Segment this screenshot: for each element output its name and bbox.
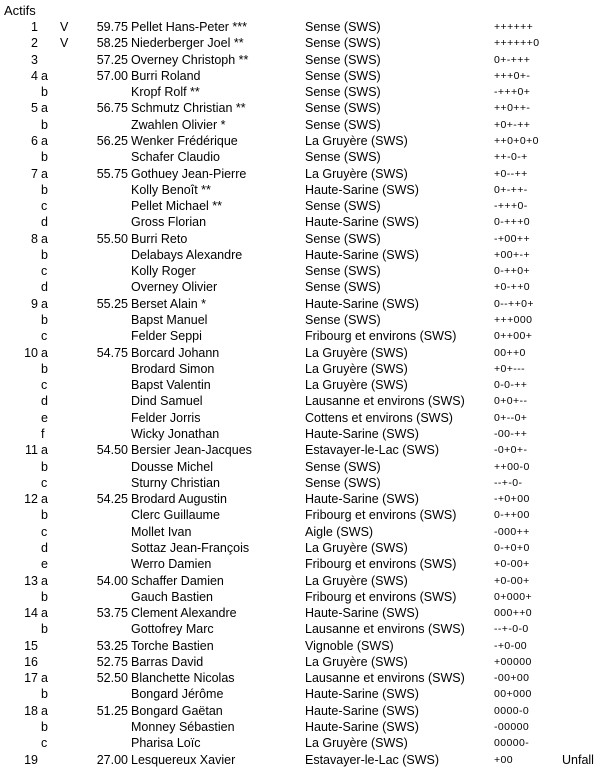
results-sequence: 0-++0+ xyxy=(494,265,530,278)
table-row xyxy=(0,231,605,247)
athlete-name: Berset Alain * xyxy=(131,296,207,311)
points: 27.00 xyxy=(96,752,128,767)
athlete-name: Gottofrey Marc xyxy=(131,622,214,637)
results-sequence: +00+-+ xyxy=(494,248,530,261)
table-row xyxy=(0,426,605,442)
results-sequence: +0+--- xyxy=(494,362,525,375)
rank-number: 15 xyxy=(24,638,38,653)
results-sequence: ++0++- xyxy=(494,102,531,115)
sub-letter: c xyxy=(41,199,48,214)
athlete-name: Brodard Simon xyxy=(131,361,215,376)
results-sequence: 000++0 xyxy=(494,607,533,620)
club-name: La Gruyère (SWS) xyxy=(305,540,408,555)
sub-letter: b xyxy=(41,589,48,604)
table-row xyxy=(0,719,605,735)
sub-letter: d xyxy=(41,394,48,409)
athlete-name: Bongard Gaëtan xyxy=(131,703,223,718)
athlete-name: Borcard Johann xyxy=(131,345,220,360)
results-sequence: -00-++ xyxy=(494,428,528,440)
points: 57.25 xyxy=(96,52,128,67)
mark-v: V xyxy=(60,20,69,34)
table-row xyxy=(0,296,605,312)
results-sequence: +0+-++ xyxy=(494,118,531,131)
results-sequence: ++++++ xyxy=(494,21,534,33)
points: 52.50 xyxy=(96,671,128,686)
athlete-name: Gauch Bastien xyxy=(131,589,213,604)
rank-number: 8 xyxy=(31,231,38,246)
table-row xyxy=(0,312,605,328)
points: 51.25 xyxy=(96,703,128,718)
table-row xyxy=(0,52,605,68)
points: 53.25 xyxy=(96,638,128,653)
table-row xyxy=(0,686,605,702)
results-sequence: 0+--0+ xyxy=(494,411,528,424)
club-name: Sense (SWS) xyxy=(305,475,381,490)
athlete-name: Sottaz Jean-François xyxy=(131,540,250,555)
club-name: Aigle (SWS) xyxy=(305,524,374,539)
sub-letter: b xyxy=(41,508,48,523)
table-row xyxy=(0,735,605,751)
rank-number: 18 xyxy=(24,703,38,718)
club-name: Haute-Sarine (SWS) xyxy=(305,427,419,441)
points: 58.25 xyxy=(96,36,128,51)
sub-letter: b xyxy=(41,361,48,376)
athlete-name: Overney Christoph ** xyxy=(131,52,249,67)
table-row xyxy=(0,752,605,768)
results-sequence: ++00-0 xyxy=(494,460,530,473)
results-sequence: +0-00+ xyxy=(494,574,530,587)
club-name: La Gruyère (SWS) xyxy=(305,378,408,393)
table-row xyxy=(0,540,605,556)
results-sequence: +0--++ xyxy=(494,167,528,180)
table-row xyxy=(0,556,605,572)
table-row xyxy=(0,703,605,719)
results-sequence: -+00++ xyxy=(494,232,530,245)
athlete-name: Schmutz Christian ** xyxy=(131,101,246,116)
athlete-name: Kolly Roger xyxy=(131,264,196,279)
sub-letter: a xyxy=(41,573,48,588)
sub-letter: a xyxy=(41,296,48,311)
rank-number: 16 xyxy=(24,654,38,669)
athlete-name: Sturny Christian xyxy=(131,475,220,490)
club-name: La Gruyère (SWS) xyxy=(305,573,408,588)
athlete-name: Gross Florian xyxy=(131,215,207,230)
athlete-name: Pellet Michael ** xyxy=(131,199,223,214)
results-sequence: 00+000 xyxy=(494,688,532,701)
table-row xyxy=(0,638,605,654)
sub-letter: b xyxy=(41,720,48,735)
athlete-name: Kropf Rolf ** xyxy=(131,85,200,100)
results-sequence: ++0+0+0 xyxy=(494,134,539,147)
table-row xyxy=(0,459,605,475)
athlete-name: Torche Bastien xyxy=(131,638,214,653)
club-name: Vignoble (SWS) xyxy=(305,638,394,653)
table-row xyxy=(0,198,605,214)
club-name: Fribourg et environs (SWS) xyxy=(305,589,457,604)
table-row xyxy=(0,475,605,491)
table-row xyxy=(0,491,605,507)
table-row xyxy=(0,117,605,133)
table-row xyxy=(0,133,605,149)
athlete-name: Zwahlen Olivier * xyxy=(131,117,226,132)
results-sequence: 0--++0+ xyxy=(494,297,534,310)
club-name: Sense (SWS) xyxy=(305,85,381,100)
results-sequence: --+-0- xyxy=(494,476,523,489)
rank-number: 1 xyxy=(31,20,38,34)
points: 54.00 xyxy=(96,573,128,588)
club-name: Haute-Sarine (SWS) xyxy=(305,296,419,311)
athlete-name: Bersier Jean-Jacques xyxy=(131,443,252,458)
results-sequence: +++000 xyxy=(494,314,533,327)
table-row xyxy=(0,263,605,279)
club-name: Estavayer-le-Lac (SWS) xyxy=(305,752,440,767)
club-name: Lausanne et environs (SWS) xyxy=(305,671,465,686)
table-row xyxy=(0,573,605,589)
athlete-name: Werro Damien xyxy=(131,557,212,572)
table-row xyxy=(0,19,605,35)
club-name: La Gruyère (SWS) xyxy=(305,166,408,181)
sub-letter: c xyxy=(41,524,48,539)
points: 57.00 xyxy=(96,68,128,83)
sub-letter: c xyxy=(41,378,48,393)
rank-number: 4 xyxy=(31,68,38,83)
rank-number: 6 xyxy=(31,133,38,148)
results-sequence: +++0+- xyxy=(494,69,531,82)
results-sequence: 00000- xyxy=(494,737,530,750)
athlete-name: Dousse Michel xyxy=(131,459,213,474)
athlete-name: Clement Alexandre xyxy=(131,606,237,621)
sub-letter: c xyxy=(41,475,48,490)
results-sequence: 0+0+-- xyxy=(494,395,528,408)
athlete-name: Bapst Valentin xyxy=(131,378,211,393)
table-row xyxy=(0,166,605,182)
athlete-name: Overney Olivier xyxy=(131,280,218,295)
points: 59.75 xyxy=(96,20,128,34)
points: 53.75 xyxy=(96,606,128,621)
club-name: Sense (SWS) xyxy=(305,459,381,474)
table-row xyxy=(0,35,605,51)
table-row xyxy=(0,345,605,361)
table-row xyxy=(0,507,605,523)
club-name: Sense (SWS) xyxy=(305,264,381,279)
club-name: Lausanne et environs (SWS) xyxy=(305,394,465,409)
results-sequence: -00000 xyxy=(494,721,530,734)
club-name: La Gruyère (SWS) xyxy=(305,736,408,751)
club-name: Estavayer-le-Lac (SWS) xyxy=(305,443,440,458)
athlete-name: Gothuey Jean-Pierre xyxy=(131,166,247,181)
results-sequence: ++++++0 xyxy=(494,37,540,50)
rank-number: 2 xyxy=(31,36,38,51)
results-sequence: --+-0-0 xyxy=(494,623,529,636)
results-sequence: 0-+++0 xyxy=(494,216,530,229)
rank-number: 12 xyxy=(24,492,38,507)
rank-number: 3 xyxy=(31,52,38,67)
rank-number: 14 xyxy=(24,606,38,621)
club-name: Haute-Sarine (SWS) xyxy=(305,492,419,507)
club-name: Sense (SWS) xyxy=(305,117,381,132)
club-name: Sense (SWS) xyxy=(305,101,381,116)
sub-letter: e xyxy=(41,410,48,425)
club-name: Fribourg et environs (SWS) xyxy=(305,508,457,523)
results-sequence: +0-00+ xyxy=(494,558,530,571)
club-name: Sense (SWS) xyxy=(305,150,381,165)
results-sequence: 0-++00 xyxy=(494,509,530,522)
club-name: Lausanne et environs (SWS) xyxy=(305,622,465,637)
athlete-name: Schafer Claudio xyxy=(131,150,220,165)
club-name: Sense (SWS) xyxy=(305,280,381,295)
athlete-name: Felder Jorris xyxy=(131,410,201,425)
club-name: Cottens et environs (SWS) xyxy=(305,410,453,425)
sub-letter: a xyxy=(41,606,48,621)
sub-letter: a xyxy=(41,166,48,181)
results-sequence: -00+00 xyxy=(494,672,530,685)
table-row xyxy=(0,410,605,426)
club-name: Haute-Sarine (SWS) xyxy=(305,687,419,702)
table-row xyxy=(0,247,605,263)
points: 54.75 xyxy=(96,345,128,360)
club-name: Fribourg et environs (SWS) xyxy=(305,557,457,572)
results-sequence: -+0+00 xyxy=(494,493,530,506)
sub-letter: a xyxy=(41,345,48,360)
sub-letter: a xyxy=(41,133,48,148)
results-sequence: -000++ xyxy=(494,525,530,538)
athlete-name: Schaffer Damien xyxy=(131,573,224,588)
sub-letter: d xyxy=(41,540,48,555)
table-row xyxy=(0,377,605,393)
club-name: Haute-Sarine (SWS) xyxy=(305,720,419,735)
sub-letter: e xyxy=(41,557,48,572)
sub-letter: b xyxy=(41,687,48,702)
table-row xyxy=(0,149,605,165)
club-name: La Gruyère (SWS) xyxy=(305,654,408,669)
club-name: Haute-Sarine (SWS) xyxy=(305,247,419,262)
results-sequence: -0+0+- xyxy=(494,444,528,457)
athlete-name: Burri Reto xyxy=(131,231,188,246)
table-row xyxy=(0,621,605,637)
sub-letter: b xyxy=(41,150,48,165)
rank-number: 13 xyxy=(24,573,38,588)
sub-letter: c xyxy=(41,264,48,279)
sub-letter: a xyxy=(41,492,48,507)
results-sequence: 0+-+++ xyxy=(494,53,531,66)
results-sequence: +0-++0 xyxy=(494,281,530,294)
sub-letter: b xyxy=(41,117,48,132)
athlete-name: Felder Seppi xyxy=(131,329,202,344)
rank-number: 10 xyxy=(24,345,38,360)
club-name: Haute-Sarine (SWS) xyxy=(305,703,419,718)
rank-number: 7 xyxy=(31,166,38,181)
sub-letter: b xyxy=(41,459,48,474)
sub-letter: c xyxy=(41,329,48,344)
club-name: Sense (SWS) xyxy=(305,313,381,328)
points: 55.50 xyxy=(96,231,128,246)
sub-letter: a xyxy=(41,231,48,246)
sub-letter: d xyxy=(41,280,48,295)
sub-letter: c xyxy=(41,736,48,751)
points: 56.75 xyxy=(96,101,128,116)
table-row xyxy=(0,442,605,458)
club-name: Sense (SWS) xyxy=(305,199,381,214)
sub-letter: a xyxy=(41,671,48,686)
club-name: Sense (SWS) xyxy=(305,20,381,34)
results-sequence: -+++0- xyxy=(494,200,528,213)
club-name: Haute-Sarine (SWS) xyxy=(305,182,419,197)
remark: Unfall xyxy=(562,752,594,767)
athlete-name: Burri Roland xyxy=(131,68,201,83)
sub-letter: b xyxy=(41,247,48,262)
club-name: Haute-Sarine (SWS) xyxy=(305,215,419,230)
club-name: La Gruyère (SWS) xyxy=(305,361,408,376)
page-title: Actifs xyxy=(4,3,36,18)
results-sequence: +00000 xyxy=(494,655,532,668)
table-row xyxy=(0,654,605,670)
sub-letter: b xyxy=(41,313,48,328)
sub-letter: a xyxy=(41,703,48,718)
athlete-name: Kolly Benoît ** xyxy=(131,182,211,197)
results-sequence: 00++0 xyxy=(494,346,526,359)
athlete-name: Pellet Hans-Peter *** xyxy=(131,20,248,34)
results-sequence: 0+000+ xyxy=(494,590,533,603)
table-row xyxy=(0,214,605,230)
athlete-name: Bapst Manuel xyxy=(131,313,208,328)
table-row xyxy=(0,328,605,344)
sub-letter: b xyxy=(41,182,48,197)
rank-number: 5 xyxy=(31,101,38,116)
athlete-name: Clerc Guillaume xyxy=(131,508,220,523)
table-row xyxy=(0,670,605,686)
club-name: Sense (SWS) xyxy=(305,52,381,67)
club-name: Haute-Sarine (SWS) xyxy=(305,606,419,621)
results-sequence: 0++00+ xyxy=(494,330,533,343)
table-row xyxy=(0,100,605,116)
results-sequence: 0000-0 xyxy=(494,704,530,717)
sub-letter: a xyxy=(41,101,48,116)
athlete-name: Bongard Jérôme xyxy=(131,687,224,702)
sub-letter: b xyxy=(41,622,48,637)
results-sequence: 0-0-++ xyxy=(494,379,528,392)
points: 55.75 xyxy=(96,166,128,181)
sub-letter: f xyxy=(41,427,45,441)
table-row xyxy=(0,605,605,621)
club-name: La Gruyère (SWS) xyxy=(305,133,408,148)
table-row xyxy=(0,361,605,377)
points: 56.25 xyxy=(96,133,128,148)
results-sequence: +00 xyxy=(494,753,514,766)
table-row xyxy=(0,68,605,84)
club-name: Sense (SWS) xyxy=(305,231,381,246)
results-sequence: 0-+0+0 xyxy=(494,541,530,554)
table-row xyxy=(0,589,605,605)
points: 52.75 xyxy=(96,654,128,669)
athlete-name: Blanchette Nicolas xyxy=(131,671,235,686)
sub-letter: b xyxy=(41,85,48,100)
points: 54.25 xyxy=(96,492,128,507)
table-row xyxy=(0,524,605,540)
athlete-name: Dind Samuel xyxy=(131,394,203,409)
points: 54.50 xyxy=(96,443,128,458)
club-name: La Gruyère (SWS) xyxy=(305,345,408,360)
sub-letter: a xyxy=(41,68,48,83)
results-sequence: 0+-++- xyxy=(494,183,528,196)
club-name: Sense (SWS) xyxy=(305,36,381,51)
athlete-name: Mollet Ivan xyxy=(131,524,192,539)
athlete-name: Monney Sébastien xyxy=(131,720,235,735)
athlete-name: Lesquereux Xavier xyxy=(131,752,236,767)
results-sequence: ++-0-+ xyxy=(494,151,528,164)
athlete-name: Pharisa Loïc xyxy=(131,736,201,751)
athlete-name: Barras David xyxy=(131,654,204,669)
athlete-name: Niederberger Joel ** xyxy=(131,36,244,51)
rank-number: 17 xyxy=(24,671,38,686)
sub-letter: a xyxy=(41,443,48,458)
rank-number: 11 xyxy=(25,443,38,458)
table-row xyxy=(0,182,605,198)
sub-letter: d xyxy=(41,215,48,230)
table-row xyxy=(0,279,605,295)
points: 55.25 xyxy=(96,296,128,311)
athlete-name: Delabays Alexandre xyxy=(131,247,243,262)
athlete-name: Wicky Jonathan xyxy=(131,427,220,441)
rank-number: 9 xyxy=(31,296,38,311)
table-row xyxy=(0,84,605,100)
athlete-name: Wenker Frédérique xyxy=(131,133,238,148)
mark-v: V xyxy=(60,36,69,51)
results-sequence: -+++0+ xyxy=(494,86,531,99)
athlete-name: Brodard Augustin xyxy=(131,492,227,507)
club-name: Fribourg et environs (SWS) xyxy=(305,329,457,344)
results-sequence: -+0-00 xyxy=(494,639,528,652)
rank-number: 19 xyxy=(24,752,38,767)
club-name: Sense (SWS) xyxy=(305,68,381,83)
table-row xyxy=(0,393,605,409)
